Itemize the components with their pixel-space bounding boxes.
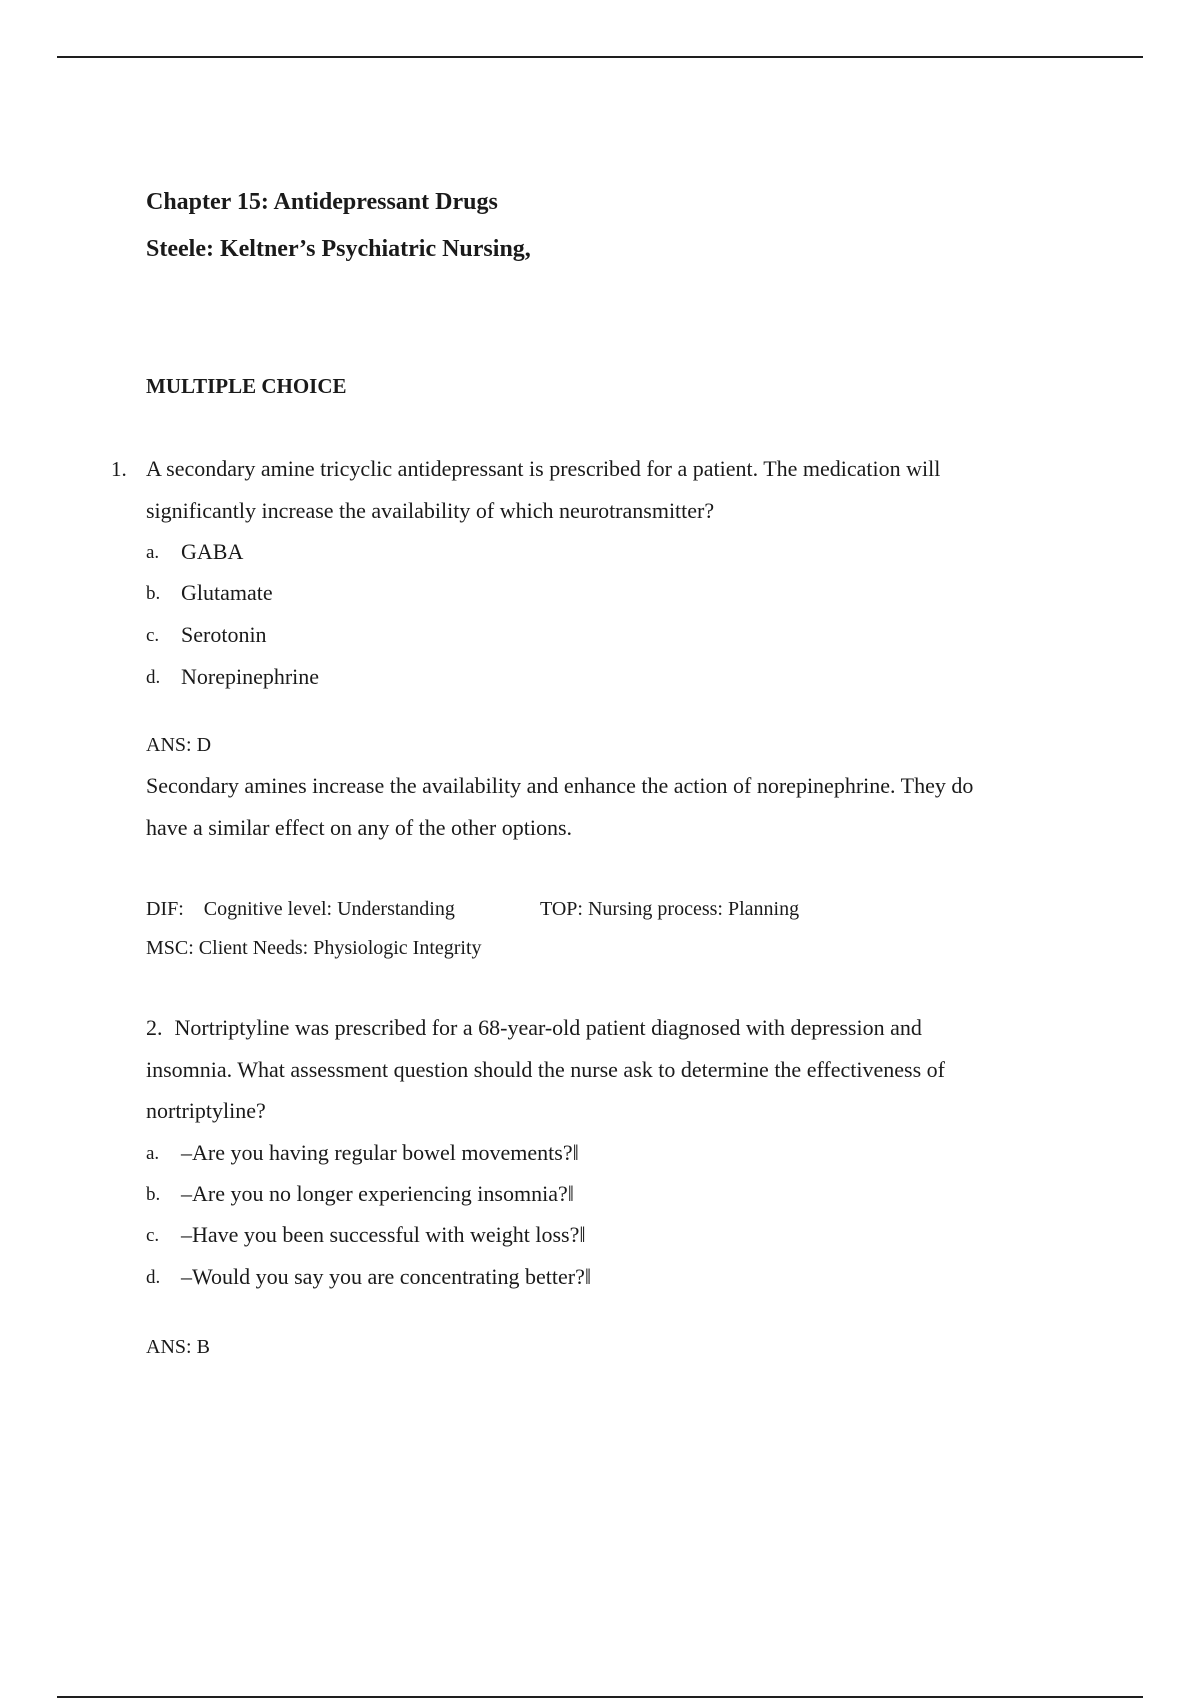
- option-text: Glutamate: [181, 580, 273, 605]
- question-stem-first-line: [146, 1015, 922, 1041]
- option-letter: d.: [146, 1267, 161, 1288]
- option-letter: c.: [146, 625, 160, 646]
- answer: ANS: B: [146, 1336, 210, 1358]
- answer: ANS: D: [146, 734, 212, 756]
- question-stem-line: Nortriptyline was prescribed for a 68-year-old patient diagnosed with depression and: [174, 1015, 922, 1040]
- option-text: –Are you having regular bowel movements?‖: [181, 1140, 579, 1165]
- question-number: 1.: [111, 457, 127, 481]
- option-letter: a.: [146, 542, 160, 563]
- section-heading: MULTIPLE CHOICE: [146, 374, 347, 398]
- option-letter: d.: [146, 667, 161, 688]
- option-letter: a.: [146, 1143, 160, 1164]
- rationale-line: Secondary amines increase the availability and enhance the action of norepinephrine. They do: [146, 773, 974, 798]
- question-number: 2.: [146, 1015, 163, 1040]
- client-needs-tag: MSC: Client Needs: Physiologic Integrity: [146, 937, 482, 959]
- question-stem-line: significantly increase the availability of which neurotransmitter?: [146, 498, 715, 523]
- option-text: –Have you been successful with weight loss?‖: [181, 1222, 586, 1247]
- option-text: Serotonin: [181, 622, 267, 647]
- option-letter: c.: [146, 1225, 160, 1246]
- option-text: GABA: [181, 539, 244, 564]
- option-text: –Are you no longer experiencing insomnia?‖: [181, 1181, 574, 1206]
- chapter-title: Chapter 15: Antidepressant Drugs: [146, 189, 498, 215]
- topic-tag: TOP: Nursing process: Planning: [540, 898, 800, 920]
- option-text: Norepinephrine: [181, 664, 320, 689]
- book-title: Steele: Keltner’s Psychiatric Nursing,: [146, 236, 531, 262]
- top-rule: [57, 56, 1143, 58]
- difficulty-tag: DIF: Cognitive level: Understanding: [146, 898, 455, 920]
- option-text: –Would you say you are concentrating better?‖: [181, 1264, 592, 1289]
- option-letter: b.: [146, 1184, 161, 1205]
- question-stem-line: insomnia. What assessment question should the nurse ask to determine the effectiveness of: [146, 1057, 945, 1082]
- rationale-line: have a similar effect on any of the other options.: [146, 815, 573, 840]
- bottom-rule: [57, 1696, 1143, 1698]
- option-letter: b.: [146, 583, 161, 604]
- question-stem-line: A secondary amine tricyclic antidepressant is prescribed for a patient. The medication will: [146, 456, 941, 481]
- question-stem-line: nortriptyline?: [146, 1098, 266, 1123]
